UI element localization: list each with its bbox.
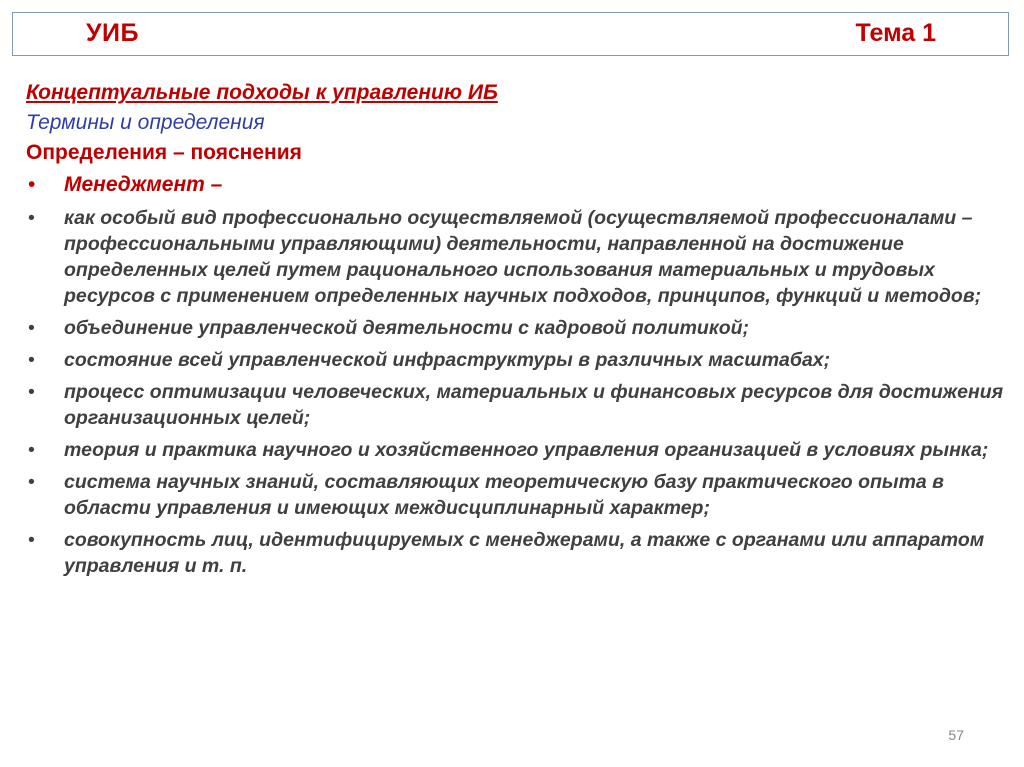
bullet-icon: • <box>28 529 35 551</box>
slide-title: Концептуальные подходы к управлению ИБ <box>26 81 498 104</box>
definition-list <box>26 171 1011 579</box>
list-item-text: теория и практика научного и хозяйственного управления организацией в условиях рынка; <box>64 439 989 461</box>
slide-subtitle-definitions: Определения – пояснения <box>26 141 302 164</box>
list-item <box>26 379 1011 431</box>
list-item <box>26 171 1011 199</box>
list-item <box>26 205 1011 309</box>
page-number: 57 <box>948 727 964 743</box>
list-item-text: совокупность лиц, идентифицируемых с менеджерами, а также с органами или аппаратом управления и т. п. <box>64 529 985 577</box>
bullet-icon: • <box>28 471 35 493</box>
bullet-icon: • <box>28 439 35 461</box>
list-item <box>26 437 1011 463</box>
slide-subtitle-terms: Термины и определения <box>26 111 265 134</box>
list-item-text: Менеджмент – <box>64 173 223 196</box>
header-topic-label: Тема 1 <box>855 19 936 47</box>
header-course-label: УИБ <box>86 19 139 47</box>
list-item-text: процесс оптимизации человеческих, материальных и финансовых ресурсов для достижения организационных целей; <box>64 381 1004 429</box>
list-item <box>26 527 1011 579</box>
bullet-icon: • <box>28 381 35 403</box>
list-item <box>26 347 1011 373</box>
bullet-icon: • <box>28 207 35 229</box>
bullet-icon: • <box>28 173 36 196</box>
list-item <box>26 469 1011 521</box>
list-item-text: состояние всей управленческой инфраструктуры в различных масштабах; <box>64 349 831 371</box>
bullet-icon: • <box>28 317 35 339</box>
list-item-text: как особый вид профессионально осуществляемой (осуществляемой профессионалами – профессиональными управляющими) деятельности, направленной на достижение определенных целей путем рационального использования материальных и трудовых ресурсов с применением определенных научных подходов, принципов, функций и методов; <box>64 207 982 307</box>
list-item-text: объединение управленческой деятельности с кадровой политикой; <box>64 317 750 339</box>
list-item <box>26 315 1011 341</box>
bullet-icon: • <box>28 349 35 371</box>
list-item-text: система научных знаний, составляющих теоретическую базу практического опыта в области управления и имеющих междисциплинарный характер; <box>64 471 944 519</box>
slide-content <box>26 78 1011 585</box>
slide-header <box>12 12 1009 56</box>
